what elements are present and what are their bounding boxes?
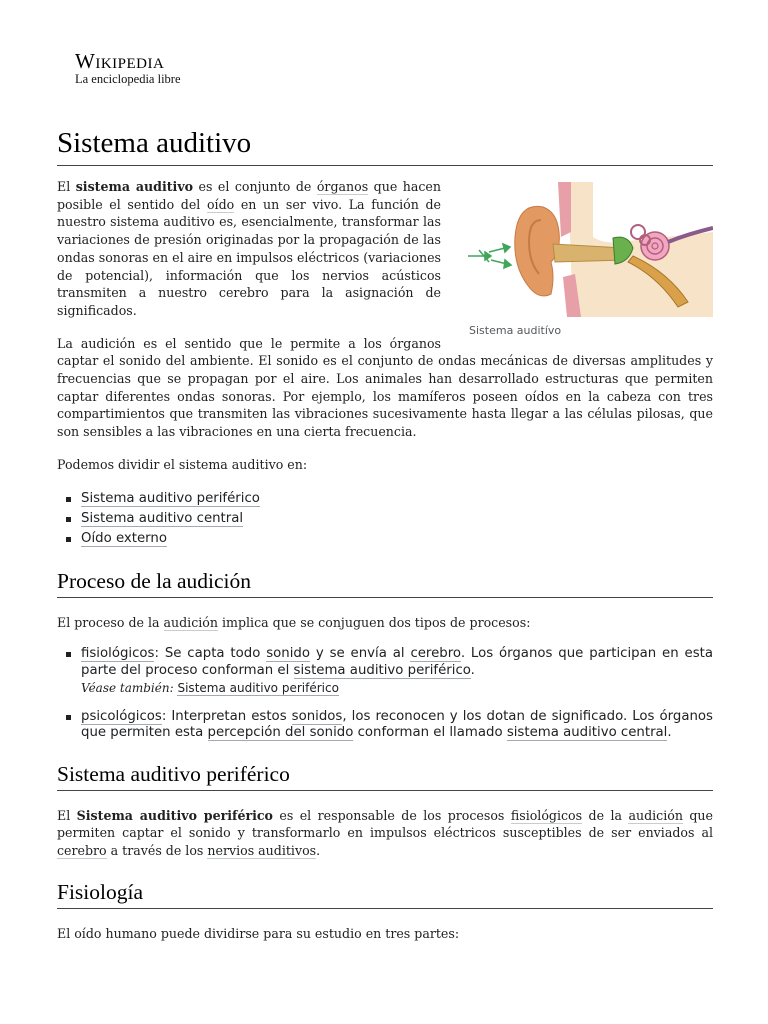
fisiologia-paragraph: El oído humano puede dividirse para su estudio en tres partes: (57, 925, 460, 941)
figure (463, 182, 713, 340)
section-heading-periferico: Sistema auditivo periférico (57, 760, 713, 791)
link-fisiologicos-2[interactable]: fisiológicos (510, 807, 583, 823)
link-sistema-auditivo-central-inline[interactable]: sistema auditivo central (506, 725, 668, 741)
wikipedia-logo[interactable] (75, 50, 181, 86)
list-item (81, 489, 713, 509)
logo-wordmark: Wikipedia (75, 49, 165, 73)
section-heading-fisiologia: Fisiología (57, 878, 713, 909)
link-see-also-periferico[interactable]: Sistema auditivo periférico (177, 681, 339, 696)
link-audicion-2[interactable]: audición (628, 807, 683, 823)
link-audicion[interactable]: audición (163, 614, 218, 630)
link-oido-externo[interactable]: Oído externo (81, 530, 167, 546)
intro-paragraph-1: El sistema auditivo es el conjunto de órganos que hacen posible el sentido del oído en un ser vivo. La función de nuestro sistema auditivo es, esencialmente, transformar las variaciones de presión originadas por la propagación de las ondas sonoras en el aire en impulsos eléctricos (variaciones de potencial), información que los nervios acústicos transmiten a nuestro cerebro para la asignación de significados. (57, 179, 441, 318)
list-item (81, 529, 713, 549)
list-item-psicologicos: psicológicos: Interpretan estos sonidos, los reconocen y los dotan de significado. Los órganos que permiten esta percepción del sonido conforman el llamado sistema auditivo central. (81, 708, 713, 741)
ear-anatomy-image[interactable] (463, 182, 713, 317)
intro-paragraph-3: Podemos dividir el sistema auditivo en: (57, 456, 308, 472)
divisions-list (57, 489, 713, 549)
processes-list (57, 646, 713, 742)
list-item (81, 509, 713, 529)
see-also-label: Véase también: (81, 681, 174, 696)
page-title: Sistema auditivo (57, 124, 713, 166)
proceso-intro: El proceso de la audición implica que se conjuguen dos tipos de procesos: (57, 614, 531, 630)
link-fisiologicos[interactable]: fisiológicos (81, 646, 155, 662)
link-psicologicos[interactable]: psicológicos (81, 708, 162, 724)
link-oido[interactable]: oído (206, 196, 235, 212)
link-cerebro[interactable]: cerebro (410, 646, 461, 662)
see-also-note (81, 680, 713, 697)
link-cerebro-2[interactable]: cerebro (57, 843, 107, 859)
article-body (57, 178, 713, 958)
bold-term: Sistema auditivo periférico (76, 807, 273, 823)
figure-caption: Sistema auditívo (469, 324, 562, 337)
link-organos[interactable]: órganos (316, 179, 369, 194)
periferico-paragraph: El Sistema auditivo periférico es el responsable de los procesos fisiológicos de la audición que permiten captar el sonido y transformarlo en impulsos eléctricos susceptibles de ser enviados al cerebro a través de los nervios auditivos. (57, 807, 713, 859)
section-heading-proceso: Proceso de la audición (57, 567, 713, 598)
bold-term: sistema auditivo (75, 179, 194, 194)
link-percepcion-del-sonido[interactable]: percepción del sonido (207, 725, 354, 741)
link-sonido[interactable]: sonido (266, 646, 310, 662)
intro-paragraph-2: La audición es el sentido que le permite a los órganos captar el sonido del ambiente. El sonido es el conjunto de ondas mecánicas de diversas amplitudes y frecuencias que se propagan por el aire. Los animales han desarrollado estructuras que permiten captar diferentes ondas sonoras. Por ejemplo, los mamíferos poseen oídos en la cabeza con tres compartimientos que transmiten las vibraciones sucesivamente hasta llegar a las células pilosas, que son sensibles a las vibraciones en una cierta frecuencia. (57, 335, 713, 440)
logo-tagline: La enciclopedia libre (75, 72, 181, 86)
link-sistema-auditivo-central[interactable]: Sistema auditivo central (81, 510, 244, 526)
link-sistema-auditivo-periferico-inline[interactable]: sistema auditivo periférico (293, 662, 471, 678)
list-item-fisiologicos: fisiológicos: Se capta todo sonido y se envía al cerebro. Los órganos que participan en esta parte del proceso conforman el sistema auditivo periférico. Véase también: Sistema auditivo periférico (81, 646, 713, 696)
link-sonidos[interactable]: sonidos (291, 708, 343, 724)
link-sistema-auditivo-periferico[interactable]: Sistema auditivo periférico (81, 490, 260, 506)
link-nervios-auditivos[interactable]: nervios auditivos (207, 843, 317, 859)
